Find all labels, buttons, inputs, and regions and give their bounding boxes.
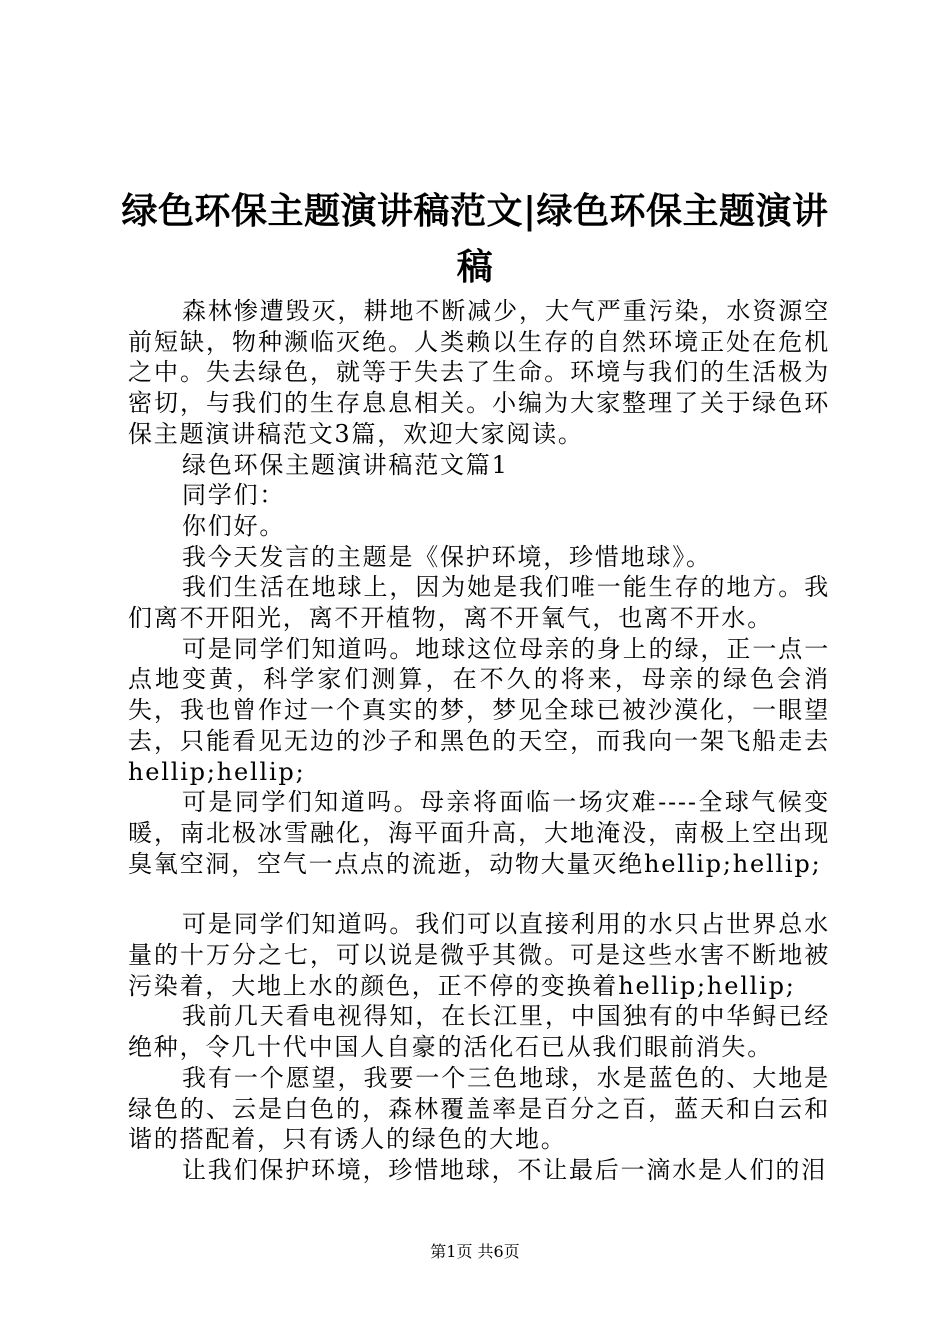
paragraph-greeting: 你们好。 bbox=[182, 511, 286, 540]
section-heading: 绿色环保主题演讲稿范文篇1 bbox=[182, 450, 509, 479]
page-number-footer: 第1页 共6页 bbox=[430, 1242, 520, 1261]
paragraph: 我们生活在地球上，因为她是我们唯一能生存的地方。我们离不开阳光，离不开植物，离不开氧气，也离不开水。 bbox=[128, 573, 830, 633]
paragraph-salutation: 同学们： bbox=[182, 481, 286, 510]
document-body bbox=[128, 296, 830, 1186]
paragraph: 可是同学们知道吗。地球这位母亲的身上的绿，正一点一点地变黄，科学家们测算，在不久的将来，母亲的绿色会消失，我也曾作过一个真实的梦，梦见全球已被沙漠化，一眼望去，只能看见无边的沙子和黑色的天空，而我向一架飞船走去hellip;hellip; bbox=[128, 634, 830, 786]
paragraph: 让我们保护环境，珍惜地球，不让最后一滴水是人们的泪 bbox=[182, 1155, 827, 1184]
document-title: 绿色环保主题演讲稿范文|绿色环保主题演讲稿 bbox=[121, 190, 829, 288]
paragraph: 可是同学们知道吗。母亲将面临一场灾难----全球气候变暖，南北极冰雪融化，海平面升高，大地淹没，南极上空出现臭氧空洞，空气一点点的流逝，动物大量灭绝hellip;hellip; bbox=[128, 788, 830, 878]
paragraph-intro: 森林惨遭毁灭，耕地不断减少，大气严重污染，水资源空前短缺，物种濒临灭绝。人类赖以生存的自然环境正处在危机之中。失去绿色，就等于失去了生命。环境与我们的生活极为密切，与我们的生存息息相关。小编为大家整理了关于绿色环保主题演讲稿范文3篇，欢迎大家阅读。 bbox=[128, 297, 830, 448]
paragraph: 我前几天看电视得知，在长江里，中国独有的中华鲟已经绝种，令几十代中国人自豪的活化石已从我们眼前消失。 bbox=[128, 1002, 830, 1062]
paragraph-topic: 我今天发言的主题是《保护环境，珍惜地球》。 bbox=[182, 542, 712, 571]
paragraph: 可是同学们知道吗。我们可以直接利用的水只占世界总水量的十万分之七，可以说是微乎其微。可是这些水害不断地被污染着，大地上水的颜色，正不停的变换着hellip;hellip; bbox=[128, 910, 830, 1000]
paragraph: 我有一个愿望，我要一个三色地球，水是蓝色的、大地是绿色的、云是白色的，森林覆盖率是百分之百，蓝天和白云和谐的搭配着，只有诱人的绿色的大地。 bbox=[128, 1063, 830, 1154]
